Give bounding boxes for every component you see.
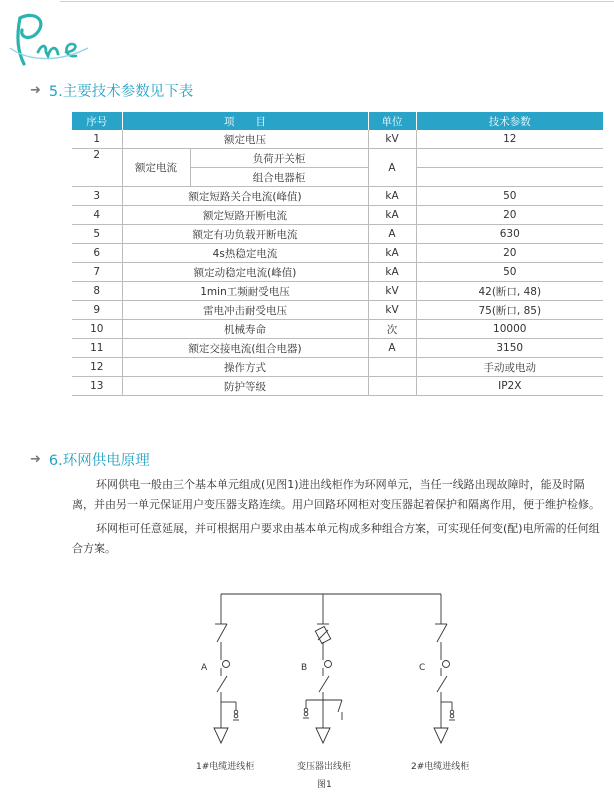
cell-value: 20 <box>416 244 603 263</box>
cell-item: 4s热稳定电流 <box>122 244 368 263</box>
cell-unit: kA <box>368 263 416 282</box>
cell-unit: A <box>368 225 416 244</box>
cell-unit: A <box>368 339 416 358</box>
arrow-right-icon: ➜ <box>30 83 41 98</box>
section-5-title: 5.主要技术参数见下表 <box>48 84 194 100</box>
header-no: 序号 <box>72 112 122 130</box>
table-row <box>72 282 603 301</box>
cell-value: 50 <box>416 263 603 282</box>
caption-transformer-out: 变压器出线柜 <box>297 762 352 772</box>
cell-no: 2 <box>72 149 122 187</box>
cell-unit: kV <box>368 130 416 149</box>
table-row <box>72 358 603 377</box>
cell-subitem: 组合电器柜 <box>190 168 368 187</box>
cell-item: 防护等级 <box>122 377 368 396</box>
unit-a-switch-icon <box>214 610 239 743</box>
cell-unit: kA <box>368 187 416 206</box>
unit-c-switch-icon <box>434 610 455 743</box>
cell-item: 额定交接电流(组合电器) <box>122 339 368 358</box>
table-row <box>72 339 603 358</box>
header-value: 技术参数 <box>416 112 603 130</box>
table-row <box>72 263 603 282</box>
cell-item: 雷电冲击耐受电压 <box>122 301 368 320</box>
unit-c-label: C <box>419 663 426 673</box>
figure-number: 图1 <box>317 780 332 790</box>
cell-unit: kV <box>368 301 416 320</box>
cell-unit: kA <box>368 244 416 263</box>
table-row <box>72 377 603 396</box>
cell-item: 1min工频耐受电压 <box>122 282 368 301</box>
cell-item: 额定短路关合电流(峰值) <box>122 187 368 206</box>
table-row <box>72 130 603 149</box>
spec-table <box>72 112 603 396</box>
cell-no: 6 <box>72 244 122 263</box>
cell-value: 50 <box>416 187 603 206</box>
section-6-heading <box>30 449 150 470</box>
unit-a-label: A <box>201 663 208 673</box>
section-5-heading <box>30 80 193 101</box>
cell-unit: kV <box>368 282 416 301</box>
caption-cable-in-2: 2#电缆进线柜 <box>411 762 470 772</box>
table-row <box>72 149 603 168</box>
caption-cable-in-1: 1#电缆进线柜 <box>196 762 255 772</box>
cell-subitem: 负荷开关柜 <box>190 149 368 168</box>
cell-no: 11 <box>72 339 122 358</box>
cell-no: 7 <box>72 263 122 282</box>
cell-value: 手动或电动 <box>416 358 603 377</box>
cell-value: 42(断口, 48) <box>416 282 603 301</box>
cell-no: 5 <box>72 225 122 244</box>
cell-item: 额定动稳定电流(峰值) <box>122 263 368 282</box>
table-row <box>72 320 603 339</box>
cell-no: 9 <box>72 301 122 320</box>
unit-b-fuse-switch-icon <box>303 610 342 743</box>
cell-value: 12 <box>416 130 603 149</box>
cell-no: 12 <box>72 358 122 377</box>
header-unit: 单位 <box>368 112 416 130</box>
table-row <box>72 225 603 244</box>
cell-no: 8 <box>72 282 122 301</box>
cell-unit: A <box>368 149 416 187</box>
paragraph-2: 环网柜可任意延展，并可根据用户要求由基本单元构成多种组合方案，可实现任何变(配)电所需的任何组合方案。 <box>72 522 600 555</box>
cell-value: IP2X <box>416 377 603 396</box>
cell-unit <box>368 377 416 396</box>
table-header-row <box>72 112 603 130</box>
cell-value <box>416 168 603 187</box>
cell-value: 630 <box>416 225 603 244</box>
table-row <box>72 301 603 320</box>
brand-logo <box>6 8 96 70</box>
cell-item: 机械寿命 <box>122 320 368 339</box>
table-row <box>72 187 603 206</box>
cell-unit: 次 <box>368 320 416 339</box>
cell-no: 4 <box>72 206 122 225</box>
cell-no: 3 <box>72 187 122 206</box>
cell-no: 13 <box>72 377 122 396</box>
paragraph-1: 环网供电一般由三个基本单元组成(见图1)进出线柜作为环网单元，当任一线路出现故障时，能及时隔离，并由另一单元保证用户变压器支路连续。用户回路环网柜对变压器起着保护和隔离作用，便于维护检修。 <box>72 478 600 511</box>
cell-item: 额定电流 <box>122 149 190 187</box>
cell-value: 20 <box>416 206 603 225</box>
cell-item: 额定短路开断电流 <box>122 206 368 225</box>
section-6-title: 6.环网供电原理 <box>48 453 150 469</box>
top-rule <box>60 1 614 2</box>
header-item: 项 目 <box>122 112 368 130</box>
cell-no: 10 <box>72 320 122 339</box>
table-row <box>72 244 603 263</box>
arrow-right-icon: ➜ <box>30 452 41 467</box>
cell-unit: kA <box>368 206 416 225</box>
cell-value: 75(断口, 85) <box>416 301 603 320</box>
cell-item: 操作方式 <box>122 358 368 377</box>
table-row <box>72 206 603 225</box>
cell-unit <box>368 358 416 377</box>
cell-no: 1 <box>72 130 122 149</box>
cell-item: 额定有功负载开断电流 <box>122 225 368 244</box>
cell-item: 额定电压 <box>122 130 368 149</box>
cell-value: 10000 <box>416 320 603 339</box>
unit-b-label: B <box>301 663 308 673</box>
cell-value <box>416 149 603 168</box>
cell-value: 3150 <box>416 339 603 358</box>
